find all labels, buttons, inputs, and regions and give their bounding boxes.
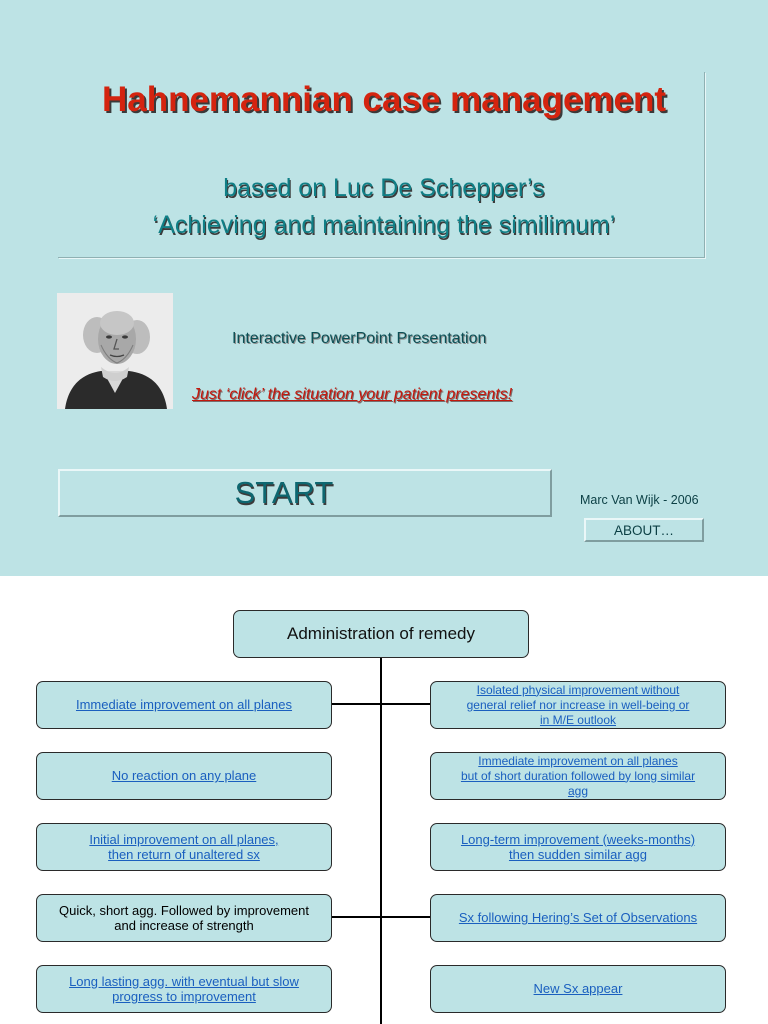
option-label: Quick, short agg. Followed by improvement and increase of strength (59, 902, 309, 933)
option-label: Sx following Hering’s Set of Observations (458, 910, 698, 926)
about-button[interactable]: ABOUT… (584, 518, 704, 542)
subtitle-line-2: ‘Achieving and maintaining the similimum’ (152, 211, 616, 239)
option-short-duration-improvement[interactable] (430, 752, 726, 800)
start-button-label: START (234, 475, 334, 510)
hahnemann-portrait (57, 293, 173, 409)
option-quick-short-agg (36, 894, 332, 942)
option-label: Long lasting agg. with eventual but slow progress to improvement (69, 973, 299, 1004)
option-no-reaction[interactable] (36, 752, 332, 800)
option-label: No reaction on any plane (111, 768, 257, 784)
author-credit: Marc Van Wijk - 2006 (580, 493, 699, 507)
option-label: Initial improvement on all planes, then return of unaltered sx (89, 831, 279, 862)
option-long-lasting-agg[interactable] (36, 965, 332, 1013)
option-label: Immediate improvement on all planes (75, 697, 293, 713)
option-label: Isolated physical improvement without general relief nor increase in well-being or in M/E outlook (466, 682, 690, 727)
option-long-term-improvement[interactable] (430, 823, 726, 871)
presentation-label: Interactive PowerPoint Presentation (232, 330, 487, 347)
option-isolated-physical-improvement[interactable] (430, 681, 726, 729)
option-label: Immediate improvement on all planes but of short duration followed by long similar agg (460, 753, 696, 798)
page-title: Hahnemannian case management (101, 80, 667, 119)
option-herings-observations[interactable] (430, 894, 726, 942)
option-immediate-improvement[interactable] (36, 681, 332, 729)
tree-trunk-connector (380, 658, 382, 1024)
connector-row-1 (331, 703, 431, 705)
option-label: New Sx appear (533, 981, 623, 997)
option-label: Long-term improvement (weeks-months) then sudden similar agg (460, 831, 696, 862)
connector-row-4 (331, 916, 431, 918)
decision-tree-slide (0, 576, 768, 1024)
root-node-administration: Administration of remedy (233, 610, 529, 658)
option-initial-improvement-return[interactable] (36, 823, 332, 871)
option-new-sx-appear[interactable] (430, 965, 726, 1013)
start-button[interactable] (58, 469, 552, 517)
subtitle-line-1: based on Luc De Schepper’s (223, 174, 545, 202)
instruction-link[interactable]: Just ‘click’ the situation your patient presents! (192, 386, 513, 403)
